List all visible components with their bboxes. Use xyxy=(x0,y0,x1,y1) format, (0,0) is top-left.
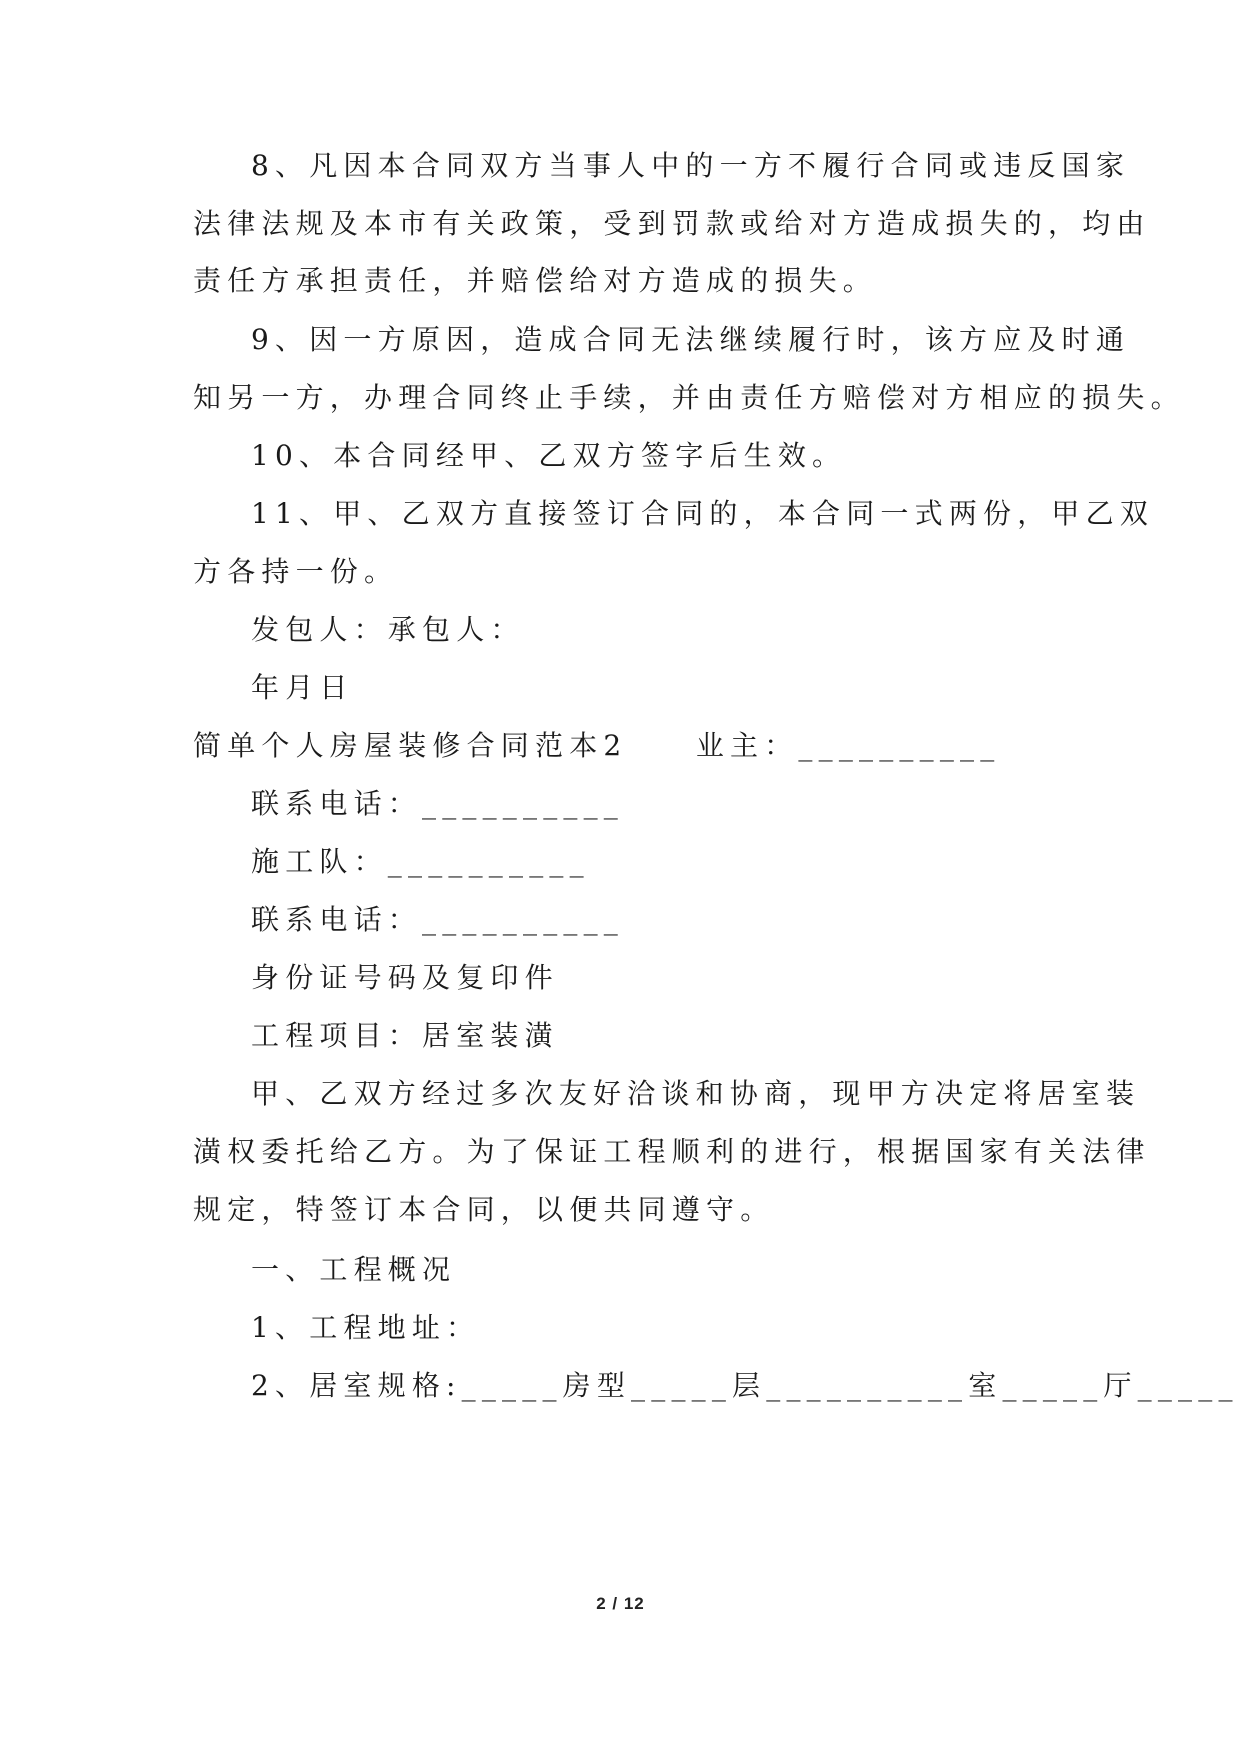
paragraph-line: 甲、乙双方经过多次友好洽谈和协商，现甲方决定将居室装 xyxy=(251,1077,1141,1110)
paragraph-line: 知另一方，办理合同终止手续，并由责任方赔偿对方相应的损失。 xyxy=(193,381,1185,414)
signature-parties-line: 发包人：承包人： xyxy=(251,613,525,646)
section-heading: 一、工程概况 xyxy=(251,1253,457,1286)
construction-team-line: 施工队：__________ xyxy=(251,845,590,878)
paragraph-line: 潢权委托给乙方。为了保证工程顺利的进行，根据国家有关法律 xyxy=(193,1135,1151,1168)
project-address-line: 1、工程地址： xyxy=(251,1311,481,1344)
paragraph-line: 11、甲、乙双方直接签订合同的，本合同一式两份，甲乙双 xyxy=(251,497,1155,530)
page-number: 2 / 12 xyxy=(596,1594,645,1613)
paragraph-line: 法律法规及本市有关政策，受到罚款或给对方造成损失的，均由 xyxy=(193,207,1151,240)
date-line: 年月日 xyxy=(251,671,354,704)
paragraph-line: 10、本合同经甲、乙双方签字后生效。 xyxy=(251,439,847,472)
room-spec-line: 2、居室规格:_____房型_____层__________室_____厅_____ xyxy=(251,1369,1239,1402)
team-phone-line: 联系电话：__________ xyxy=(251,903,625,936)
project-item-line: 工程项目：居室装潢 xyxy=(251,1019,559,1052)
paragraph-line: 规定，特签订本合同，以便共同遵守。 xyxy=(193,1193,775,1226)
paragraph-line: 方各持一份。 xyxy=(193,555,399,588)
contract-title-line: 简单个人房屋装修合同范本2 业主：__________ xyxy=(193,729,1001,762)
paragraph-line: 9、因一方原因，造成合同无法继续履行时，该方应及时通 xyxy=(251,323,1131,356)
paragraph-line: 8、凡因本合同双方当事人中的一方不履行合同或违反国家 xyxy=(251,149,1131,182)
paragraph-line: 责任方承担责任，并赔偿给对方造成的损失。 xyxy=(193,264,878,297)
id-number-line: 身份证号码及复印件 xyxy=(251,961,559,994)
owner-phone-line: 联系电话：__________ xyxy=(251,787,625,820)
